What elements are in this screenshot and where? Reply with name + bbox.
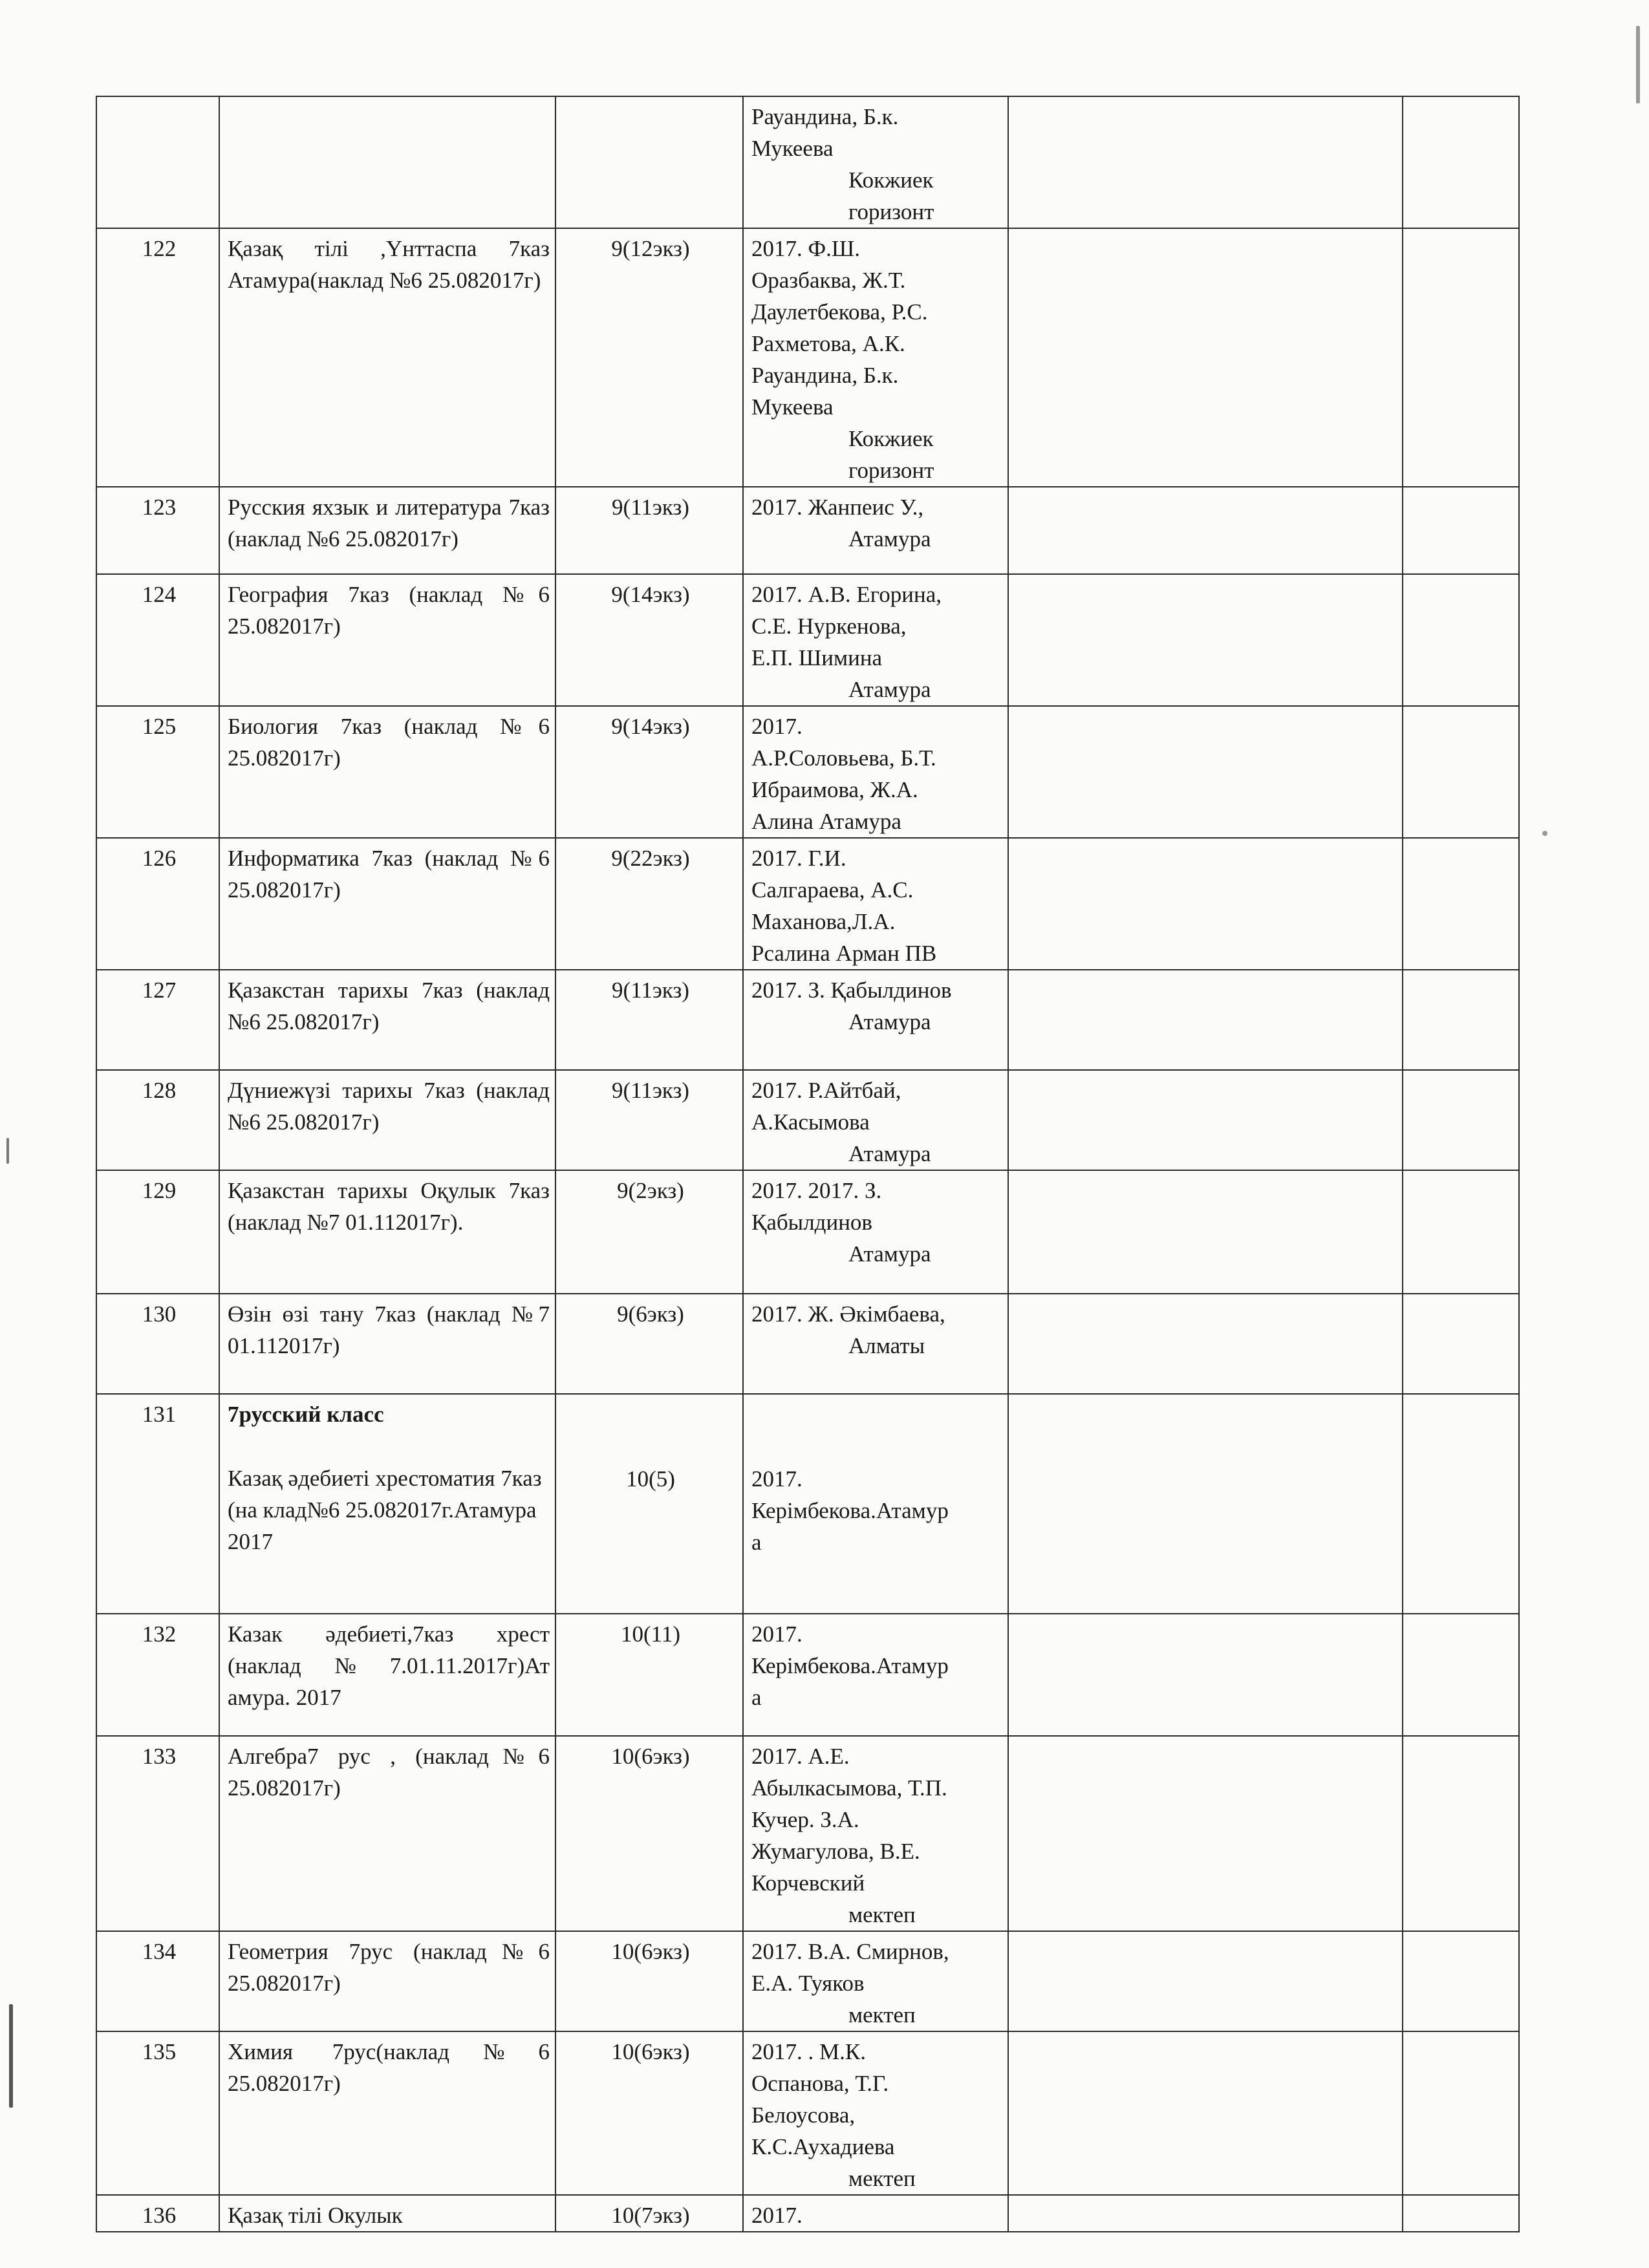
empty-cell [1403, 574, 1519, 706]
copies-cell: 10(6экз) [555, 1931, 743, 2031]
author-publisher-cell: 2017. Ф.Ш. Оразбаква, Ж.Т. Даулетбекова, Р.С. Рахметова, А.К. Рауандина, Б.к. Мукеева Кокжиек горизонт [743, 228, 1008, 487]
author-publisher-cell: 2017. Керімбекова.Атамур а [743, 1394, 1008, 1614]
copies-cell: 9(6экз) [555, 1294, 743, 1394]
author-publisher-cell: 2017. З. Қабылдинов Атамура [743, 970, 1008, 1070]
row-number: 131 [96, 1394, 219, 1614]
book-title: Геометрия 7рус (наклад№6 25.082017г) [219, 1931, 555, 2031]
scan-mark [1636, 26, 1640, 103]
table-row [96, 1070, 1519, 1170]
copies-cell: 10(6экз) [555, 2031, 743, 2195]
copies-cell: 9(14экз) [555, 706, 743, 838]
book-title: Өзін өзі тану 7каз (наклад №7 01.112017г) [219, 1294, 555, 1394]
empty-cell [1403, 1394, 1519, 1614]
copies-cell: 9(2экз) [555, 1170, 743, 1294]
row-number: 133 [96, 1736, 219, 1931]
empty-cell [1403, 1170, 1519, 1294]
row-number: 132 [96, 1614, 219, 1736]
book-title: Қазакстан тарихы 7каз (наклад №6 25.082017г) [219, 970, 555, 1070]
copies-cell: 9(22экз) [555, 838, 743, 970]
empty-cell [1008, 574, 1403, 706]
table-row [96, 574, 1519, 706]
empty-cell [1403, 1736, 1519, 1931]
empty-cell [1403, 1931, 1519, 2031]
table-row [96, 2031, 1519, 2195]
book-title: Информатика 7каз (наклад №6 25.082017г) [219, 838, 555, 970]
table-row [96, 1170, 1519, 1294]
table-body [96, 96, 1519, 2232]
publisher: Кокжиек горизонт [848, 167, 934, 224]
empty-cell [1403, 487, 1519, 574]
publisher: Атамура [848, 526, 931, 551]
empty-cell [1008, 228, 1403, 487]
author-publisher-cell: 2017. Г.И. Салгараева, А.С. Маханова,Л.А. Рсалина Арман ПВ [743, 838, 1008, 970]
table-row [96, 838, 1519, 970]
row-number: 125 [96, 706, 219, 838]
publisher: Кокжиек горизонт [848, 426, 934, 483]
book-title: Қазакстан тарихы Оқулык 7каз (наклад №7 01.112017г). [219, 1170, 555, 1294]
empty-cell [1008, 706, 1403, 838]
copies-cell: 9(11экз) [555, 1070, 743, 1170]
empty-cell [1008, 1070, 1403, 1170]
author-publisher-cell: 2017. . М.К. Оспанова, Т.Г. Белоусова, К.С.Аухадиева мектеп [743, 2031, 1008, 2195]
row-number: 135 [96, 2031, 219, 2195]
copies-cell: 10(6экз) [555, 1736, 743, 1931]
row-number: 130 [96, 1294, 219, 1394]
book-title: Дүниежүзі тарихы 7каз (наклад №6 25.082017г) [219, 1070, 555, 1170]
row-number [96, 96, 219, 228]
copies-cell: 10(11) [555, 1614, 743, 1736]
author-publisher-cell: 2017. А.Е. Абылкасымова, Т.П. Кучер. З.А. Жумагулова, В.Е. Корчевский мектеп [743, 1736, 1008, 1931]
table-row [96, 706, 1519, 838]
table-row [96, 970, 1519, 1070]
table-row [96, 228, 1519, 487]
book-title: Русския яхзык и литература 7каз (наклад №6 25.082017г) [219, 487, 555, 574]
section-heading: 7русский класс [228, 1402, 384, 1427]
empty-cell [1008, 2195, 1403, 2232]
author-publisher-cell: Рауандина, Б.к. Мукеева Кокжиек горизонт [743, 96, 1008, 228]
table-row [96, 487, 1519, 574]
author-publisher-cell: 2017. Ж. Әкімбаева, Алматы [743, 1294, 1008, 1394]
empty-cell [1008, 1394, 1403, 1614]
publisher: Атамура [848, 1009, 931, 1034]
copies-cell: 10(7экз) [555, 2195, 743, 2232]
scan-mark [6, 1138, 9, 1164]
table-row [96, 1931, 1519, 2031]
copies-cell: 9(11экз) [555, 970, 743, 1070]
empty-cell [1008, 2031, 1403, 2195]
publisher: Алматы [848, 1333, 925, 1358]
author-publisher-cell: 2017. А.Р.Соловьева, Б.Т. Ибраимова, Ж.А. Алина Атамура [743, 706, 1008, 838]
book-title: Казак әдебиеті,7каз хрест (наклад№7.01.11.2017г)Ат амура. 2017 [219, 1614, 555, 1736]
scan-mark [9, 2004, 13, 2108]
empty-cell [1403, 1070, 1519, 1170]
book-title: Алгебра7 рус , (наклад№6 25.082017г) [219, 1736, 555, 1931]
table-row [96, 1736, 1519, 1931]
author-publisher-cell: 2017. А.В. Егорина, С.Е. Нуркенова, Е.П. Шимина Атамура [743, 574, 1008, 706]
copies-cell: 10(5) [555, 1394, 743, 1614]
document-page [96, 96, 1520, 2232]
row-number: 134 [96, 1931, 219, 2031]
row-number: 129 [96, 1170, 219, 1294]
row-number: 123 [96, 487, 219, 574]
table-row [96, 96, 1519, 228]
empty-cell [1008, 1170, 1403, 1294]
empty-cell [1008, 1736, 1403, 1931]
empty-cell [1403, 228, 1519, 487]
publisher: мектеп [848, 1902, 916, 1927]
empty-cell [1008, 1294, 1403, 1394]
empty-cell [1008, 970, 1403, 1070]
empty-cell [1008, 838, 1403, 970]
empty-cell [1008, 487, 1403, 574]
book-title: География 7каз (наклад №6 25.082017г) [219, 574, 555, 706]
author-publisher-cell: 2017. [743, 2195, 1008, 2232]
empty-cell [1403, 96, 1519, 228]
row-number: 128 [96, 1070, 219, 1170]
row-number: 127 [96, 970, 219, 1070]
empty-cell [1403, 2195, 1519, 2232]
publisher: Атамура [848, 1141, 931, 1166]
table-row [96, 1614, 1519, 1736]
empty-cell [1008, 1614, 1403, 1736]
copies-cell: 9(14экз) [555, 574, 743, 706]
copies-cell: 9(12экз) [555, 228, 743, 487]
empty-cell [1403, 1294, 1519, 1394]
empty-cell [1008, 1931, 1403, 2031]
author-publisher-cell: 2017. В.А. Смирнов, Е.А. Туяков мектеп [743, 1931, 1008, 2031]
empty-cell [1403, 838, 1519, 970]
author-publisher-cell: 2017. Керімбекова.Атамур а [743, 1614, 1008, 1736]
book-title: Қазақ тілі Окулык [219, 2195, 555, 2232]
copies-cell: 9(11экз) [555, 487, 743, 574]
publisher: мектеп [848, 2166, 916, 2191]
table-row [96, 1294, 1519, 1394]
empty-cell [1403, 970, 1519, 1070]
empty-cell [1403, 706, 1519, 838]
row-number: 122 [96, 228, 219, 487]
author-publisher-cell: 2017. Жанпеис У., Атамура [743, 487, 1008, 574]
empty-cell [1008, 96, 1403, 228]
publisher: мектеп [848, 2002, 916, 2027]
scan-mark [1542, 831, 1547, 836]
book-title [219, 96, 555, 228]
book-title: 7русский класс Казақ әдебиеті хрестоматия 7каз (на клад№6 25.082017г.Атамура 2017 [219, 1394, 555, 1614]
row-number: 124 [96, 574, 219, 706]
empty-cell [1403, 2031, 1519, 2195]
author-publisher-cell: 2017. 2017. З. Қабылдинов Атамура [743, 1170, 1008, 1294]
book-title: Химия 7рус(наклад№6 25.082017г) [219, 2031, 555, 2195]
copies-cell [555, 96, 743, 228]
publisher: Атамура [848, 677, 931, 702]
book-title: Қазақ тілі ,Үнттаспа 7каз Атамура(наклад №6 25.082017г) [219, 228, 555, 487]
author-publisher-cell: 2017. Р.Айтбай, А.Касымова Атамура [743, 1070, 1008, 1170]
publisher: Атамура [848, 1241, 931, 1267]
table-row [96, 1394, 1519, 1614]
textbook-table [96, 96, 1520, 2232]
row-number: 126 [96, 838, 219, 970]
row-number: 136 [96, 2195, 219, 2232]
book-title: Биология 7каз (наклад №6 25.082017г) [219, 706, 555, 838]
table-row [96, 2195, 1519, 2232]
empty-cell [1403, 1614, 1519, 1736]
